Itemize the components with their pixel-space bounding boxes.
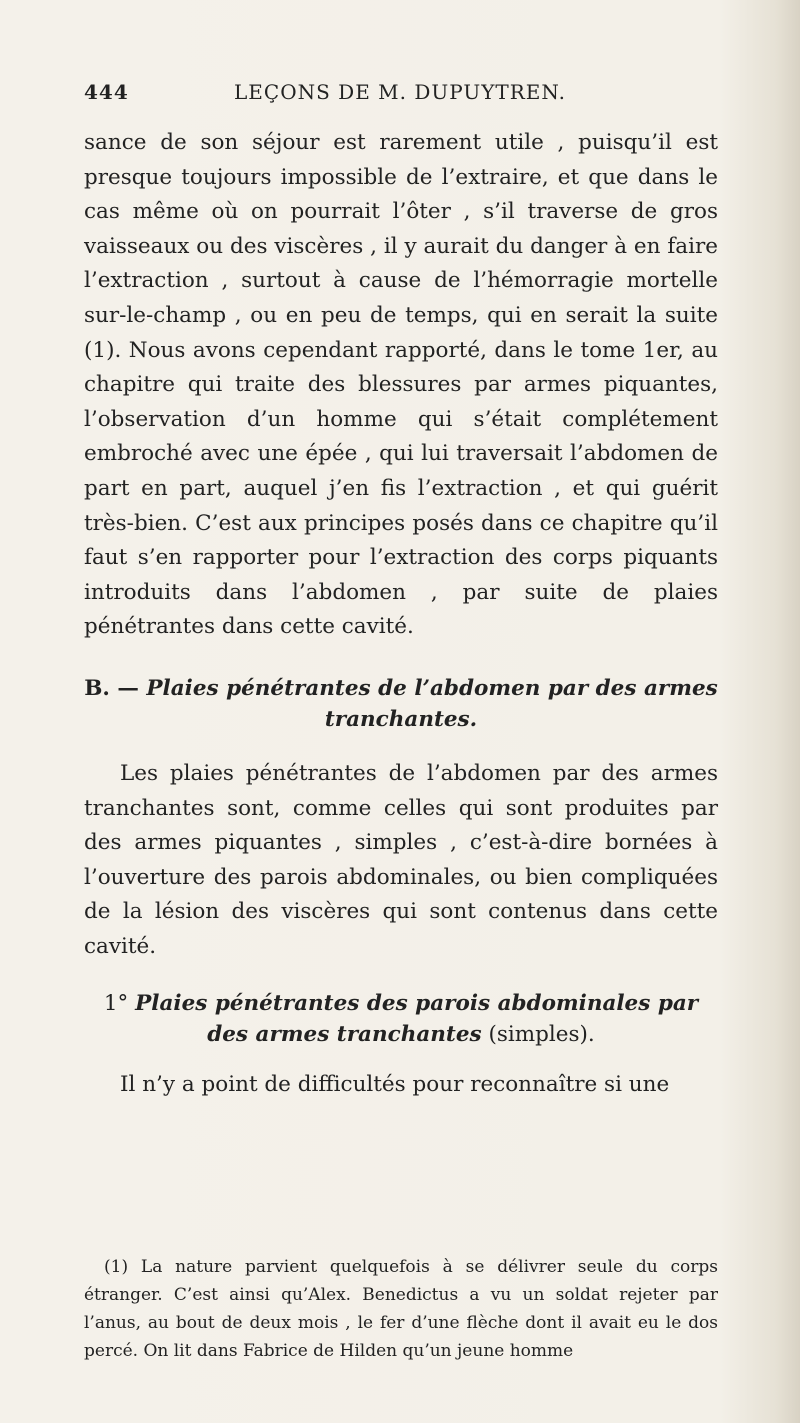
section-heading	[84, 673, 718, 735]
main-text	[84, 126, 718, 1103]
footnote	[84, 1253, 718, 1365]
footnote-text: (1) La nature parvient quelquefois à se délivrer seule du corps étranger. C’est ainsi qu’Alex. Benedictus a vu un soldat rejeter par l’anus, au bout de deux mois , le fer d’une flèche dont il avait eu le dos percé. On lit dans Fabrice de Hilden qu’un jeune homme	[84, 1257, 718, 1361]
page-header	[84, 80, 716, 116]
subsection-number: 1°	[103, 991, 136, 1017]
section-label: B. —	[84, 675, 147, 701]
section-title: Plaies pénétrantes de l’abdomen par des armes tranchantes.	[146, 675, 718, 732]
paragraph-continuation: sance de son séjour est rarement utile , puisqu’il est presque toujours impossible de l’extraire, et que dans le cas même où on pourrait l’ôter , s’il traverse de gros vaisseaux ou des viscères , il y aurait du danger à en faire l’extraction , surtout à cause de l’hémorragie mortelle sur-le-champ , ou en peu de temps, qui en serait la suite (1). Nous avons cependant rapporté, dans le tome 1er, au chapitre qui traite des blessures par armes piquantes, l’observation d’un homme qui s’était complétement embroché avec une épée , qui lui traversait l’abdomen de part en part, auquel j’en fis l’extraction , et qui guérit très-bien. C’est aux principes posés dans ce chapitre qu’il faut s’en rapporter pour l’extraction des corps piquants introduits dans l’abdomen , par suite de plaies pénétrantes dans cette cavité.	[84, 130, 718, 640]
subsection-title: Plaies pénétrantes des parois abdominales par des armes tranchantes	[135, 991, 699, 1048]
paragraph: Il n’y a point de difficultés pour reconnaître si une	[120, 1072, 670, 1098]
page-number: 444	[84, 80, 129, 104]
paragraph: Les plaies pénétrantes de l’abdomen par des armes tranchantes sont, comme celles qui sont produites par des armes piquantes , simples , c’est-à-dire bornées à l’ouverture des parois abdominales, ou bien compliquées de la lésion des viscères qui sont contenus dans cette cavité.	[84, 760, 718, 959]
running-title: LEÇONS DE M. DUPUYTREN.	[234, 80, 566, 104]
subsection-qualifier: (simples).	[481, 1022, 595, 1048]
subsection-heading	[84, 988, 718, 1050]
